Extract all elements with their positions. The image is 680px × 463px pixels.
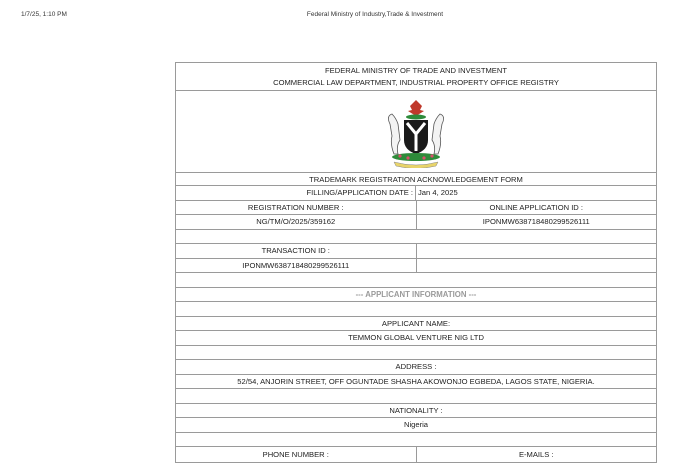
form-title-row — [176, 173, 656, 186]
transaction-id-label: TRANSACTION ID : — [176, 244, 417, 258]
transaction-label-row — [176, 244, 656, 259]
online-application-id-label: ONLINE APPLICATION ID : — [489, 202, 584, 212]
registration-number-value: NG/TM/O/2025/359162 — [176, 215, 417, 229]
department-name: COMMERCIAL LAW DEPARTMENT, INDUSTRIAL PROPERTY OFFICE REGISTRY — [273, 77, 559, 87]
applicant-section-heading: --- APPLICANT INFORMATION --- — [355, 289, 477, 299]
applicant-name-value-row — [176, 331, 656, 346]
address-label-row — [176, 360, 656, 375]
spacer-row — [176, 346, 656, 361]
applicant-name-label-row — [176, 317, 656, 332]
transaction-id-value: IPONMW638718480299526111 — [176, 259, 417, 273]
registration-number-label: REGISTRATION NUMBER : — [176, 201, 417, 215]
address-value-row — [176, 375, 656, 390]
ministry-name: FEDERAL MINISTRY OF TRADE AND INVESTMENT — [325, 65, 507, 75]
nigeria-coat-of-arms-icon — [376, 96, 456, 168]
filing-date-value: Jan 4, 2025 — [418, 188, 458, 198]
contact-labels-row — [176, 447, 656, 462]
spacer-row — [176, 433, 656, 448]
print-page-title: Federal Ministry of Industry,Trade & Investment — [306, 11, 444, 18]
logo-row — [176, 91, 656, 173]
print-datetime: 1/7/25, 1:10 PM — [21, 11, 67, 18]
form-title: TRADEMARK REGISTRATION ACKNOWLEDGEMENT FORM — [309, 174, 523, 184]
emails-label: E-MAILS : — [518, 449, 554, 459]
applicant-name-label: APPLICANT NAME: — [381, 318, 451, 328]
online-application-id-value: IPONMW638718480299526111 — [482, 217, 590, 227]
address-label: ADDRESS : — [395, 362, 437, 372]
spacer-row — [176, 273, 656, 288]
phone-number-label: PHONE NUMBER : — [176, 447, 417, 462]
acknowledgement-form — [175, 62, 657, 463]
nationality-value: Nigeria — [403, 420, 429, 430]
nationality-label: NATIONALITY : — [389, 405, 443, 415]
address-value: 52/54, ANJORIN STREET, OFF OGUNTADE SHASHA AKOWONJO EGBEDA, LAGOS STATE, NIGERIA. — [237, 376, 595, 386]
registration-labels-row — [176, 201, 656, 216]
applicant-name-value: TEMMON GLOBAL VENTURE NIG LTD — [348, 333, 484, 343]
spacer-row — [176, 230, 656, 245]
filing-date-row — [176, 186, 656, 201]
nationality-label-row — [176, 404, 656, 419]
form-header — [176, 63, 656, 91]
spacer-row — [176, 389, 656, 404]
transaction-value-row — [176, 259, 656, 274]
applicant-section-row — [176, 288, 656, 303]
registration-values-row — [176, 215, 656, 230]
nationality-value-row — [176, 418, 656, 433]
spacer-row — [176, 302, 656, 317]
filing-date-label: FILLING/APPLICATION DATE : — [176, 186, 416, 200]
